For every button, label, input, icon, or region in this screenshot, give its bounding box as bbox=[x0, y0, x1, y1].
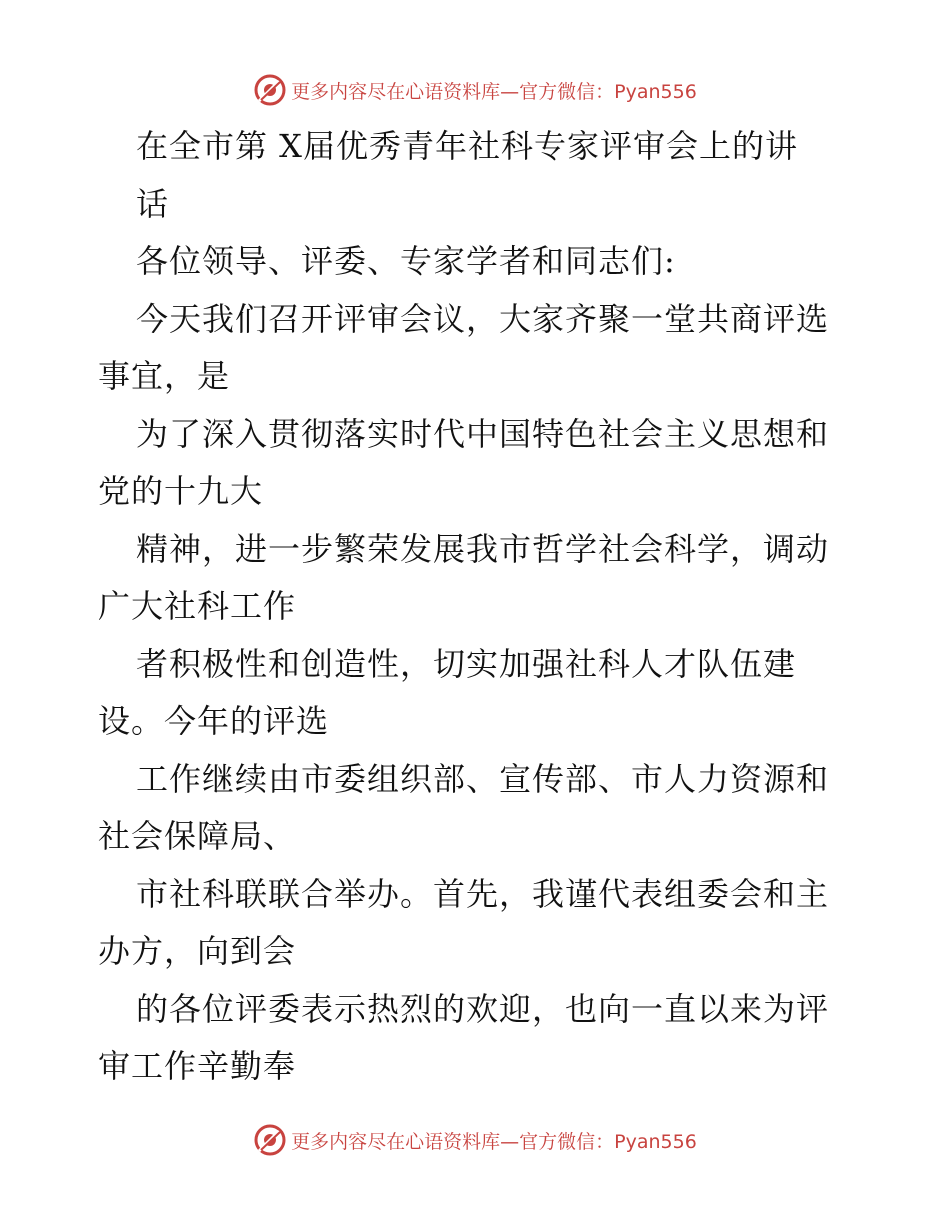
text-line: 今天我们召开评审会议，大家齐聚一堂共商评选 bbox=[136, 299, 830, 338]
brand-logo-icon bbox=[253, 1123, 287, 1157]
text-line: 精神，进一步繁荣发展我市哲学社会科学，调动 bbox=[136, 529, 830, 568]
document-body bbox=[98, 118, 858, 1096]
text-line: 办方，向到会 bbox=[98, 932, 297, 970]
footer-watermark-banner bbox=[0, 1120, 950, 1160]
banner-text: 更多内容尽在心语资料库—官方微信：Pyan556 bbox=[291, 1130, 697, 1153]
brand-logo-icon bbox=[253, 73, 287, 107]
text-line: 事宜，是 bbox=[98, 357, 231, 395]
text-line: 审工作辛勤奉 bbox=[98, 1047, 297, 1085]
banner-text: 更多内容尽在心语资料库—官方微信：Pyan556 bbox=[291, 80, 697, 103]
text-line: 广大社科工作 bbox=[98, 587, 297, 625]
text-line: 市社科联联合举办。首先，我谨代表组委会和主 bbox=[136, 874, 830, 913]
header-watermark-banner bbox=[0, 70, 950, 110]
text-line: 设。今年的评选 bbox=[98, 702, 330, 740]
text-line: 在全市第 X届优秀青年社科专家评审会上的讲 bbox=[136, 127, 798, 165]
text-line: 者积极性和创造性，切实加强社科人才队伍建 bbox=[136, 644, 797, 683]
text-line: 社会保障局、 bbox=[98, 817, 297, 855]
text-line: 各位领导、评委、专家学者和同志们: bbox=[136, 242, 676, 280]
text-line: 的各位评委表示热烈的欢迎，也向一直以来为评 bbox=[136, 989, 830, 1028]
text-line: 工作继续由市委组织部、宣传部、市人力资源和 bbox=[136, 759, 830, 798]
text-line: 党的十九大 bbox=[98, 472, 264, 510]
text-line: 话 bbox=[136, 184, 170, 223]
text-line: 为了深入贯彻落实时代中国特色社会主义思想和 bbox=[136, 414, 830, 453]
